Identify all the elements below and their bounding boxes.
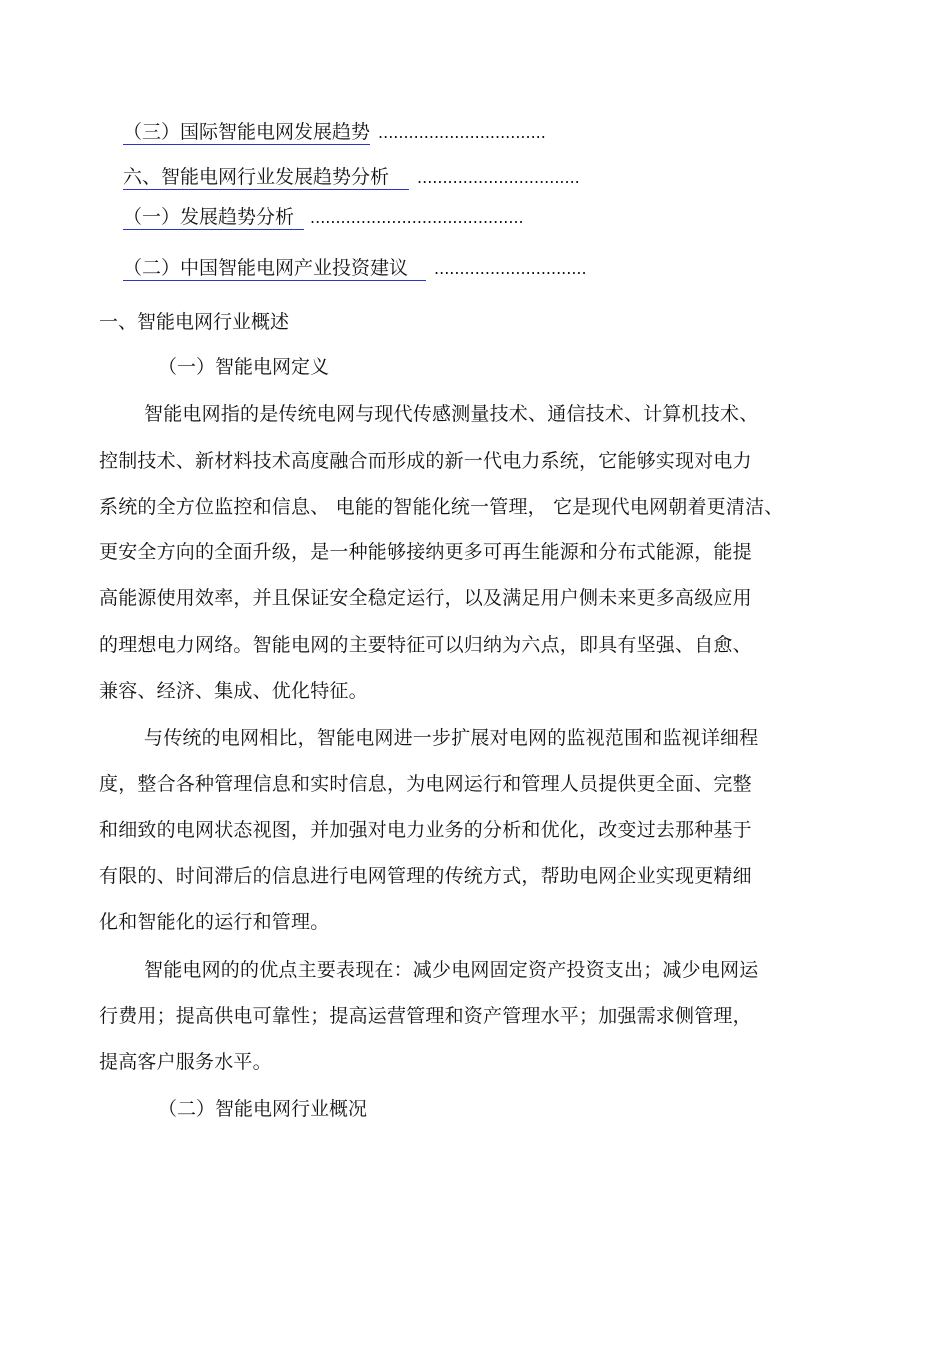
toc-leader-dots: ..........................................: [310, 208, 524, 227]
paragraph-line: 提高客户服务水平。: [99, 1051, 272, 1073]
paragraph-line: 和细致的电网状态视图，并加强对电力业务的分析和优化，改变过去那种基于: [99, 819, 752, 841]
toc-link[interactable]: 六、智能电网行业发展趋势分析: [123, 166, 409, 190]
paragraph-line: 化和智能化的运行和管理。: [99, 911, 330, 933]
toc-leader-dots: .................................: [378, 123, 546, 142]
toc-link[interactable]: （一）发展趋势分析: [123, 206, 304, 230]
toc-leader-dots: ................................: [417, 168, 580, 187]
paragraph-line: 有限的、时间滞后的信息进行电网管理的传统方式，帮助电网企业实现更精细: [99, 865, 752, 887]
paragraph-line: 兼容、经济、集成、优化特征。: [99, 680, 368, 702]
toc-link[interactable]: （二）中国智能电网产业投资建议: [123, 257, 426, 281]
paragraph-line: 度，整合各种管理信息和实时信息，为电网运行和管理人员提供更全面、完整: [99, 773, 752, 795]
toc-leader-dots: ..............................: [434, 259, 587, 278]
section-heading: 一、智能电网行业概述: [99, 311, 290, 333]
toc-item[interactable]: [123, 165, 580, 190]
paragraph-line: 系统的全方位监控和信息、 电能的智能化统一管理， 它是现代电网朝着更清洁、: [99, 496, 784, 518]
paragraph-line: 与传统的电网相比，智能电网进一步扩展对电网的监视范围和监视详细程: [144, 727, 759, 749]
toc-item[interactable]: [123, 205, 524, 230]
toc-link[interactable]: （三）国际智能电网发展趋势: [123, 121, 371, 143]
toc-item[interactable]: [123, 256, 587, 281]
paragraph-line: 更安全方向的全面升级，是一种能够接纳更多可再生能源和分布式能源，能提: [99, 541, 752, 563]
paragraph-line: 智能电网的的优点主要表现在：减少电网固定资产投资支出；减少电网运: [144, 959, 759, 981]
paragraph-line: 智能电网指的是传统电网与现代传感测量技术、通信技术、计算机技术、: [144, 403, 759, 425]
toc-item[interactable]: [123, 120, 546, 145]
paragraph-line: 的理想电力网络。智能电网的主要特征可以归纳为六点，即具有坚强、自愈、: [99, 634, 752, 656]
paragraph-line: 行费用；提高供电可靠性；提高运营管理和资产管理水平；加强需求侧管理，: [99, 1005, 752, 1027]
subsection-heading: （二）智能电网行业概况: [158, 1098, 368, 1120]
paragraph-line: 控制技术、新材料技术高度融合而形成的新一代电力系统，它能够实现对电力: [99, 450, 752, 472]
paragraph-line: 高能源使用效率，并且保证安全稳定运行，以及满足用户侧未来更多高级应用: [99, 587, 752, 609]
subsection-heading: （一）智能电网定义: [158, 356, 330, 378]
